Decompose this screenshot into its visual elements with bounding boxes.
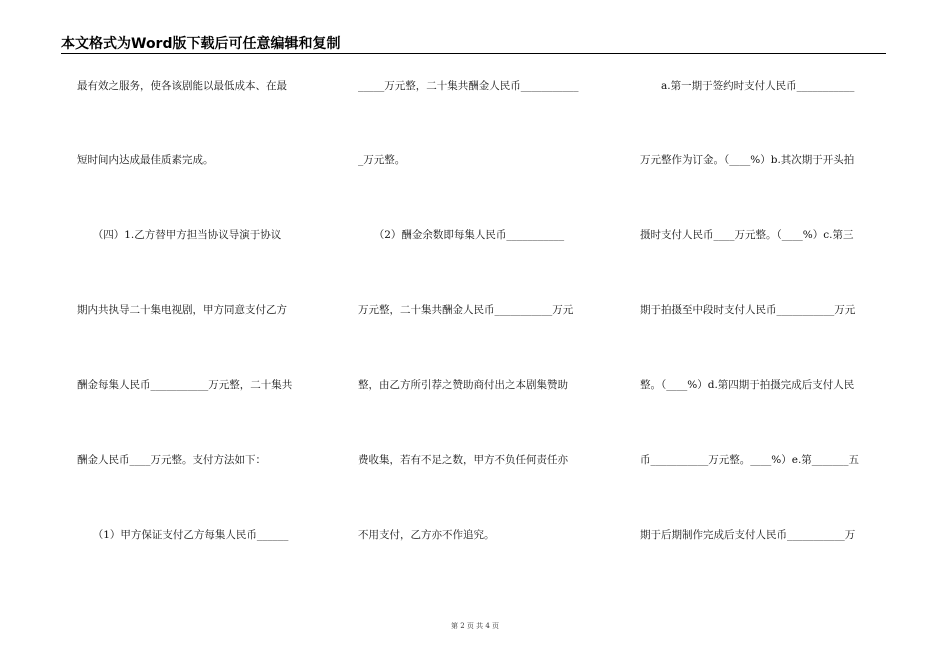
text-line: 不用支付，乙方亦不作追究。 [358, 529, 495, 541]
text-line: 最有效之服务，使各该剧能以最低成本、在最 [77, 80, 287, 92]
text-line: 万元整，二十集共酬金人民币___________万元 [358, 304, 574, 316]
page-number: 第 2 页 共 4 页 [450, 622, 500, 630]
text-line: 整，由乙方所引荐之赞助商付出之本剧集赞助 [358, 379, 568, 391]
header-rule [61, 53, 886, 54]
document-header-title: 本文格式为Word版下载后可任意编辑和复制 [61, 36, 341, 52]
text-line: 期于拍摄至中段时支付人民币___________万元 [640, 304, 856, 316]
text-line: _万元整。 [358, 154, 406, 166]
text-line: 整。（____%）d.第四期于拍摄完成后支付人民 [640, 379, 855, 391]
text-line: _____万元整，二十集共酬金人民币___________ [358, 80, 579, 92]
text-line: 摄时支付人民币____万元整。（____%）c.第三 [640, 229, 854, 241]
text-line: 酬金人民币____万元整。支付方法如下： [77, 454, 266, 466]
text-line: 费收集，若有不足之数，甲方不负任何责任亦 [358, 454, 568, 466]
text-line: （1）甲方保证支付乙方每集人民币______ [77, 529, 289, 541]
text-line: 酬金每集人民币___________万元整，二十集共 [77, 379, 293, 391]
text-line: （2）酬金余数即每集人民币___________ [358, 229, 565, 241]
text-line: 万元整作为订金。（____%）b.其次期于开头拍 [640, 154, 855, 166]
text-line: 期内共执导二十集电视剧，甲方同意支付乙方 [77, 304, 287, 316]
text-line: 币___________万元整。____%）e.第_______五 [640, 454, 860, 466]
text-line: 短时间内达成最佳质素完成。 [77, 154, 214, 166]
text-line: 期于后期制作完成后支付人民币___________万 [640, 529, 856, 541]
text-line: （四）1.乙方替甲方担当协议导演于协议 [77, 229, 282, 241]
text-line: a.第一期于签约时支付人民币___________ [640, 80, 855, 92]
